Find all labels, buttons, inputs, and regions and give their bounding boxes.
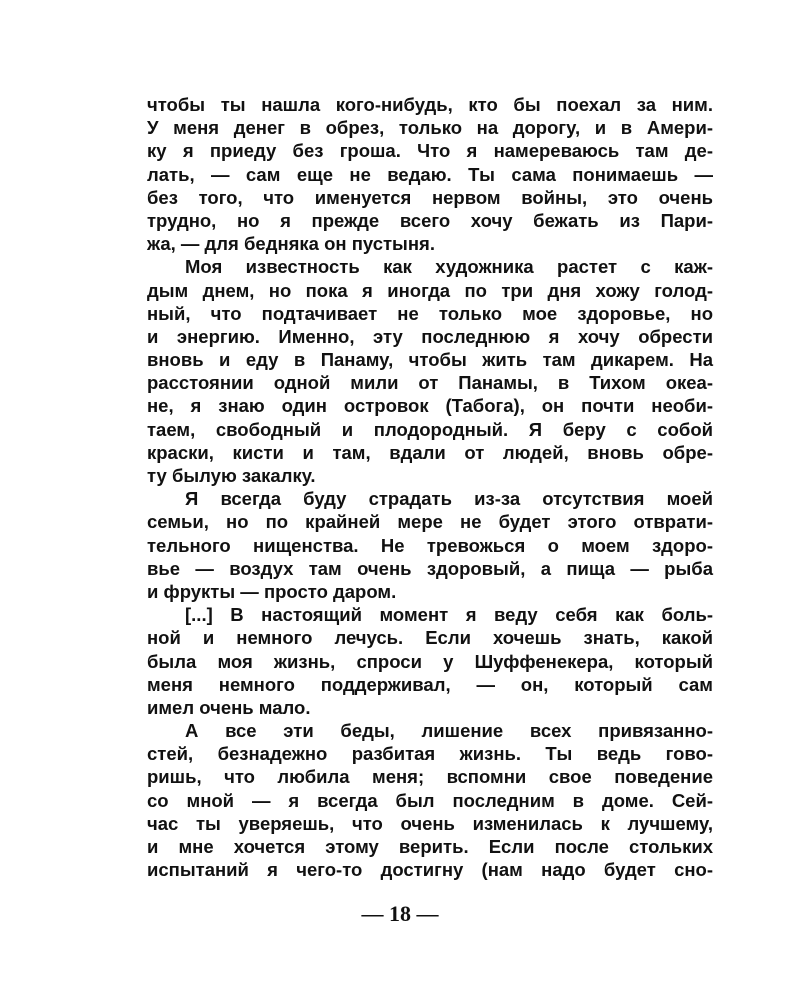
text-line: ной и немного лечусь. Если хочешь знать, какой [147, 627, 713, 649]
text-line: и мне хочется этому верить. Если после стольких [147, 836, 713, 857]
text-line: А все эти беды, лишение всех привязанно- [185, 720, 713, 742]
text-line: без того, что именуется нервом войны, это очень [147, 186, 713, 208]
text-line: чтобы ты нашла кого-нибудь, кто бы поехал за ним. [147, 94, 713, 115]
text-line: ту былую закалку. [147, 465, 316, 486]
text-line: со мной — я всегда был последним в доме. Сей- [147, 789, 713, 811]
text-line: и фрукты — просто даром. [147, 580, 397, 602]
text-line: семьи, но по крайней мере не будет этого отврати- [147, 511, 713, 533]
text-line: час ты уверяешь, что очень изменилась к лучшему, [147, 812, 713, 834]
text-line: тельного нищенства. Не тревожься о моем здоро- [147, 534, 713, 556]
text-line: таем, свободный и плодородный. Я беру с собой [147, 418, 713, 440]
text-line: и энергию. Именно, эту последнюю я хочу обрести [147, 325, 713, 347]
text-line: дым днем, но пока я иногда по три дня хожу голод- [147, 279, 713, 301]
text-line: Моя известность как художника растет с каж- [185, 256, 713, 278]
text-line: расстоянии одной мили от Панамы, в Тихом океа- [147, 372, 713, 394]
text-line: ный, что подтачивает не только мое здоровье, но [147, 302, 713, 324]
text-line: Я всегда буду страдать из-за отсутствия моей [185, 488, 713, 510]
text-line: не, я знаю один островок (Табога), он почти необи- [147, 395, 713, 417]
text-line: ришь, что любила меня; вспомни свое поведение [147, 766, 713, 788]
text-line: испытаний я чего-то достигну (нам надо будет сно- [147, 859, 713, 881]
text-line: имел очень мало. [147, 696, 311, 718]
text-line: У меня денег в обрез, только на дорогу, и в Амери- [147, 117, 713, 139]
text-line: лать, — сам еще не ведаю. Ты сама понимаешь — [147, 163, 713, 185]
text-line: краски, кисти и там, вдали от людей, вновь обре- [147, 441, 713, 463]
text-line: стей, безнадежно разбитая жизнь. Ты ведь гово- [147, 743, 713, 765]
text-line: вье — воздух там очень здоровый, а пища — рыба [147, 557, 713, 579]
text-line: ку я приеду без гроша. Что я намереваюсь там де- [147, 140, 713, 162]
text-line: меня немного поддерживал, — он, который сам [147, 673, 713, 695]
text-line: была моя жизнь, спроси у Шуффенекера, который [147, 650, 713, 672]
text-line: [...] В настоящий момент я веду себя как боль- [185, 604, 713, 626]
page-number: — 18 — [361, 901, 439, 926]
text-line: жа, — для бедняка он пустыня. [147, 233, 435, 255]
text-line: вновь и еду в Панаму, чтобы жить там дикарем. На [147, 349, 713, 371]
body-text [147, 93, 713, 881]
text-line: трудно, но я прежде всего хочу бежать из Пари- [147, 209, 713, 231]
